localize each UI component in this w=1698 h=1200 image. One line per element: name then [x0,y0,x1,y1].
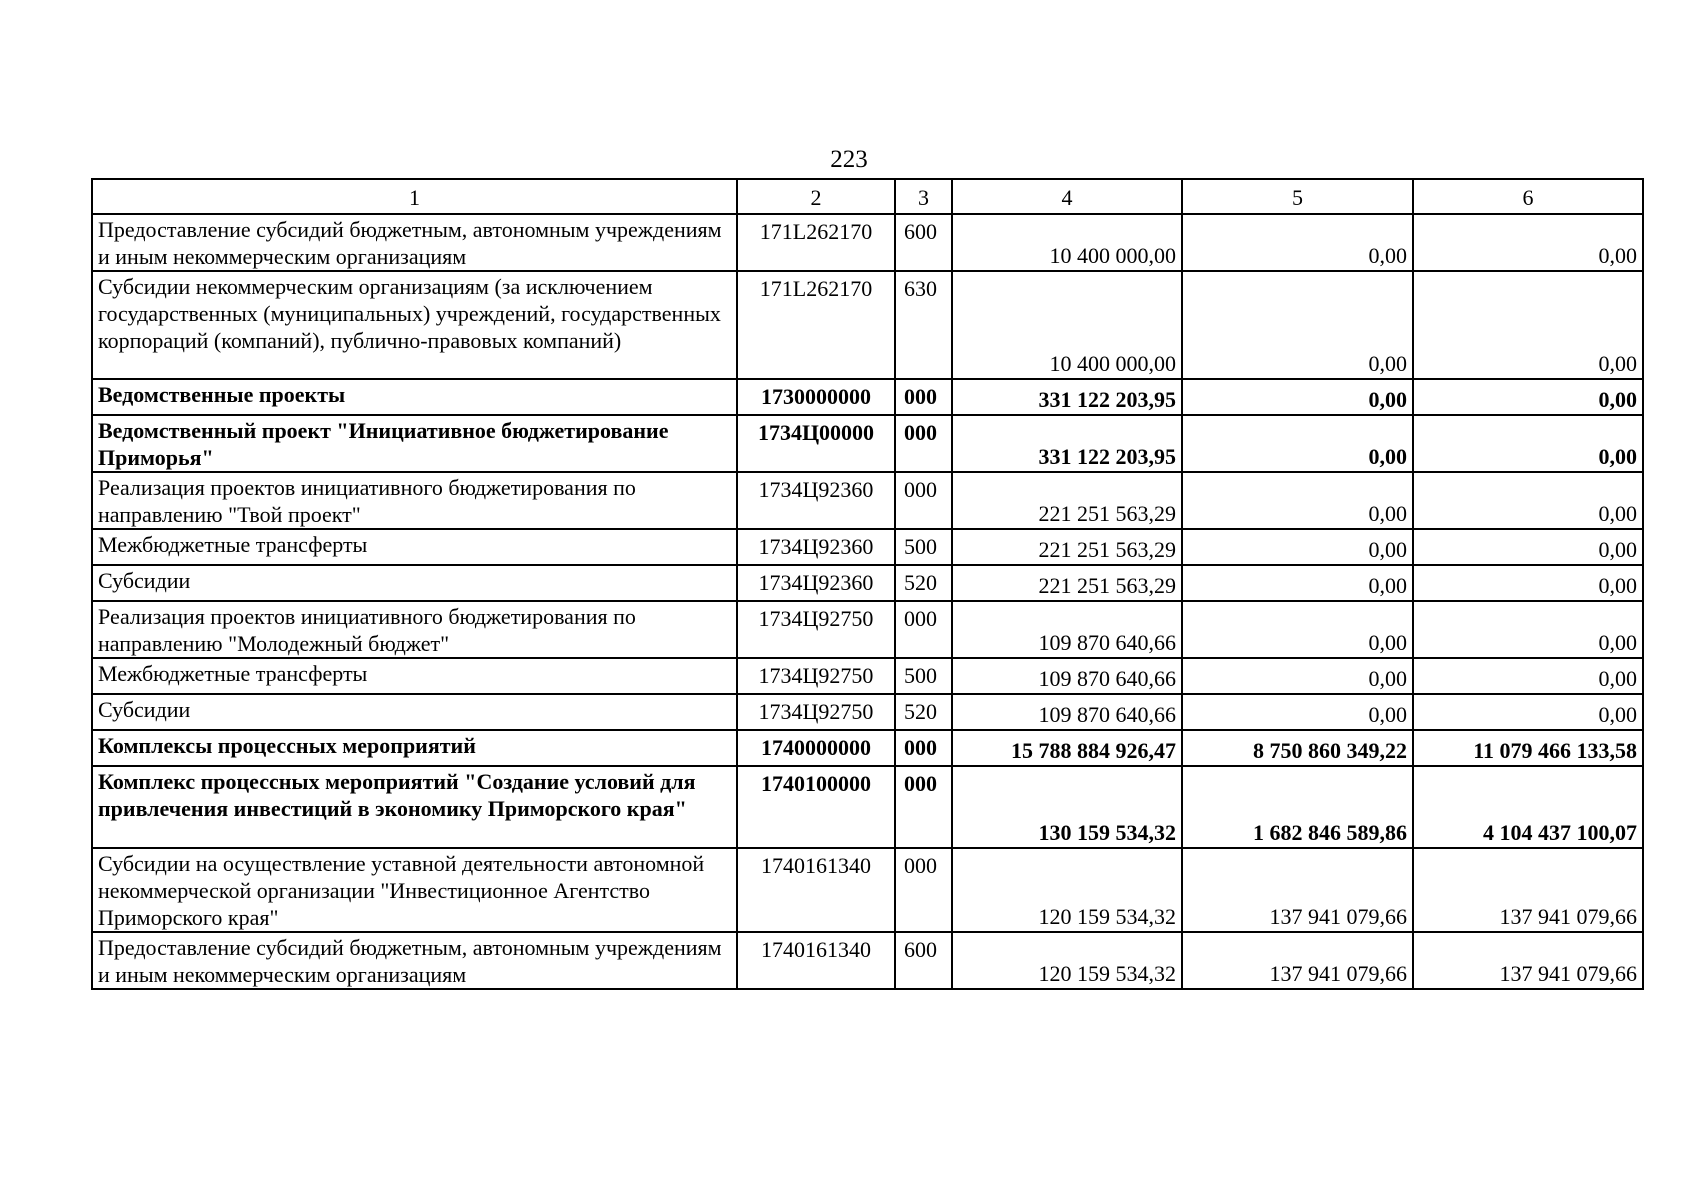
table-row [92,848,1643,932]
table-row [92,214,1643,271]
row-name-cell: Субсидии на осуществление уставной деятельности автономной некоммерческой организации "Инвестиционное Агентство Приморского края" [92,848,737,932]
row-code-cell: 1734Ц92750 [737,601,895,658]
page-number: 223 [830,146,868,173]
row-amount-1-cell: 221 251 563,29 [952,472,1182,529]
row-type-cell: 000 [895,730,952,766]
row-amount-1-cell: 120 159 534,32 [952,848,1182,932]
table-row [92,730,1643,766]
row-amount-3-cell: 0,00 [1413,415,1643,472]
row-type-cell: 000 [895,415,952,472]
row-amount-1-cell: 109 870 640,66 [952,694,1182,730]
row-amount-3-cell: 0,00 [1413,565,1643,601]
row-type-cell: 000 [895,379,952,415]
row-amount-3-cell: 0,00 [1413,658,1643,694]
row-amount-2-cell: 0,00 [1182,658,1413,694]
row-name-cell: Субсидии некоммерческим организациям (за исключением государственных (муниципальных) учреждений, государственных корпораций (компаний), публично-правовых компаний) [92,271,737,379]
table-row [92,379,1643,415]
row-type-cell: 000 [895,766,952,848]
row-amount-1-cell: 221 251 563,29 [952,565,1182,601]
row-type-cell: 500 [895,658,952,694]
row-type-cell: 600 [895,214,952,271]
table-row [92,565,1643,601]
row-name-cell: Субсидии [92,694,737,730]
row-amount-1-cell: 331 122 203,95 [952,379,1182,415]
table-row [92,932,1643,989]
row-amount-2-cell: 0,00 [1182,601,1413,658]
budget-table [91,178,1644,990]
row-amount-1-cell: 120 159 534,32 [952,932,1182,989]
row-amount-2-cell: 137 941 079,66 [1182,932,1413,989]
row-code-cell: 1740161340 [737,932,895,989]
table-row [92,271,1643,379]
row-name-cell: Межбюджетные трансферты [92,529,737,565]
header-cell: 6 [1413,179,1643,214]
row-amount-2-cell: 0,00 [1182,415,1413,472]
row-amount-3-cell: 0,00 [1413,271,1643,379]
row-type-cell: 520 [895,694,952,730]
header-cell: 1 [92,179,737,214]
row-name-cell: Субсидии [92,565,737,601]
row-name-cell: Предоставление субсидий бюджетным, автономным учреждениям и иным некоммерческим организациям [92,214,737,271]
header-cell: 2 [737,179,895,214]
row-amount-3-cell: 4 104 437 100,07 [1413,766,1643,848]
row-type-cell: 000 [895,601,952,658]
row-amount-2-cell: 8 750 860 349,22 [1182,730,1413,766]
row-amount-2-cell: 0,00 [1182,694,1413,730]
row-amount-1-cell: 10 400 000,00 [952,214,1182,271]
row-amount-2-cell: 1 682 846 589,86 [1182,766,1413,848]
table-row [92,415,1643,472]
header-cell: 4 [952,179,1182,214]
row-code-cell: 1740161340 [737,848,895,932]
row-amount-1-cell: 109 870 640,66 [952,658,1182,694]
row-amount-1-cell: 15 788 884 926,47 [952,730,1182,766]
row-type-cell: 000 [895,848,952,932]
table-body [92,179,1643,989]
row-amount-2-cell: 0,00 [1182,529,1413,565]
row-type-cell: 500 [895,529,952,565]
row-code-cell: 1740000000 [737,730,895,766]
row-type-cell: 520 [895,565,952,601]
header-cell: 3 [895,179,952,214]
row-amount-2-cell: 0,00 [1182,565,1413,601]
header-cell: 5 [1182,179,1413,214]
row-name-cell: Межбюджетные трансферты [92,658,737,694]
row-amount-3-cell: 0,00 [1413,379,1643,415]
table-row [92,694,1643,730]
row-amount-3-cell: 0,00 [1413,472,1643,529]
row-name-cell: Ведомственный проект "Инициативное бюджетирование Приморья" [92,415,737,472]
row-amount-3-cell: 11 079 466 133,58 [1413,730,1643,766]
row-type-cell: 600 [895,932,952,989]
row-amount-2-cell: 0,00 [1182,472,1413,529]
row-amount-2-cell: 137 941 079,66 [1182,848,1413,932]
row-amount-3-cell: 0,00 [1413,694,1643,730]
row-type-cell: 630 [895,271,952,379]
row-amount-3-cell: 0,00 [1413,214,1643,271]
row-amount-1-cell: 331 122 203,95 [952,415,1182,472]
row-code-cell: 1734Ц92360 [737,472,895,529]
row-amount-3-cell: 137 941 079,66 [1413,848,1643,932]
row-amount-2-cell: 0,00 [1182,271,1413,379]
row-code-cell: 1734Ц92750 [737,658,895,694]
row-name-cell: Предоставление субсидий бюджетным, автономным учреждениям и иным некоммерческим организациям [92,932,737,989]
row-code-cell: 171L262170 [737,214,895,271]
row-amount-2-cell: 0,00 [1182,214,1413,271]
row-code-cell: 1734Ц92360 [737,565,895,601]
table-row [92,529,1643,565]
table-row [92,658,1643,694]
row-amount-3-cell: 0,00 [1413,601,1643,658]
row-amount-3-cell: 0,00 [1413,529,1643,565]
row-name-cell: Ведомственные проекты [92,379,737,415]
row-code-cell: 1734Ц92750 [737,694,895,730]
row-name-cell: Комплекс процессных мероприятий "Создание условий для привлечения инвестиций в экономику Приморского края" [92,766,737,848]
row-code-cell: 1734Ц00000 [737,415,895,472]
row-name-cell: Комплексы процессных мероприятий [92,730,737,766]
row-amount-1-cell: 221 251 563,29 [952,529,1182,565]
row-amount-3-cell: 137 941 079,66 [1413,932,1643,989]
table-row [92,472,1643,529]
row-code-cell: 1730000000 [737,379,895,415]
row-type-cell: 000 [895,472,952,529]
row-amount-1-cell: 130 159 534,32 [952,766,1182,848]
table-row [92,766,1643,848]
row-code-cell: 171L262170 [737,271,895,379]
row-amount-1-cell: 10 400 000,00 [952,271,1182,379]
row-name-cell: Реализация проектов инициативного бюджетирования по направлению "Твой проект" [92,472,737,529]
row-name-cell: Реализация проектов инициативного бюджетирования по направлению "Молодежный бюджет" [92,601,737,658]
row-code-cell: 1740100000 [737,766,895,848]
row-amount-1-cell: 109 870 640,66 [952,601,1182,658]
table-header-row [92,179,1643,214]
row-amount-2-cell: 0,00 [1182,379,1413,415]
table-row [92,601,1643,658]
row-code-cell: 1734Ц92360 [737,529,895,565]
